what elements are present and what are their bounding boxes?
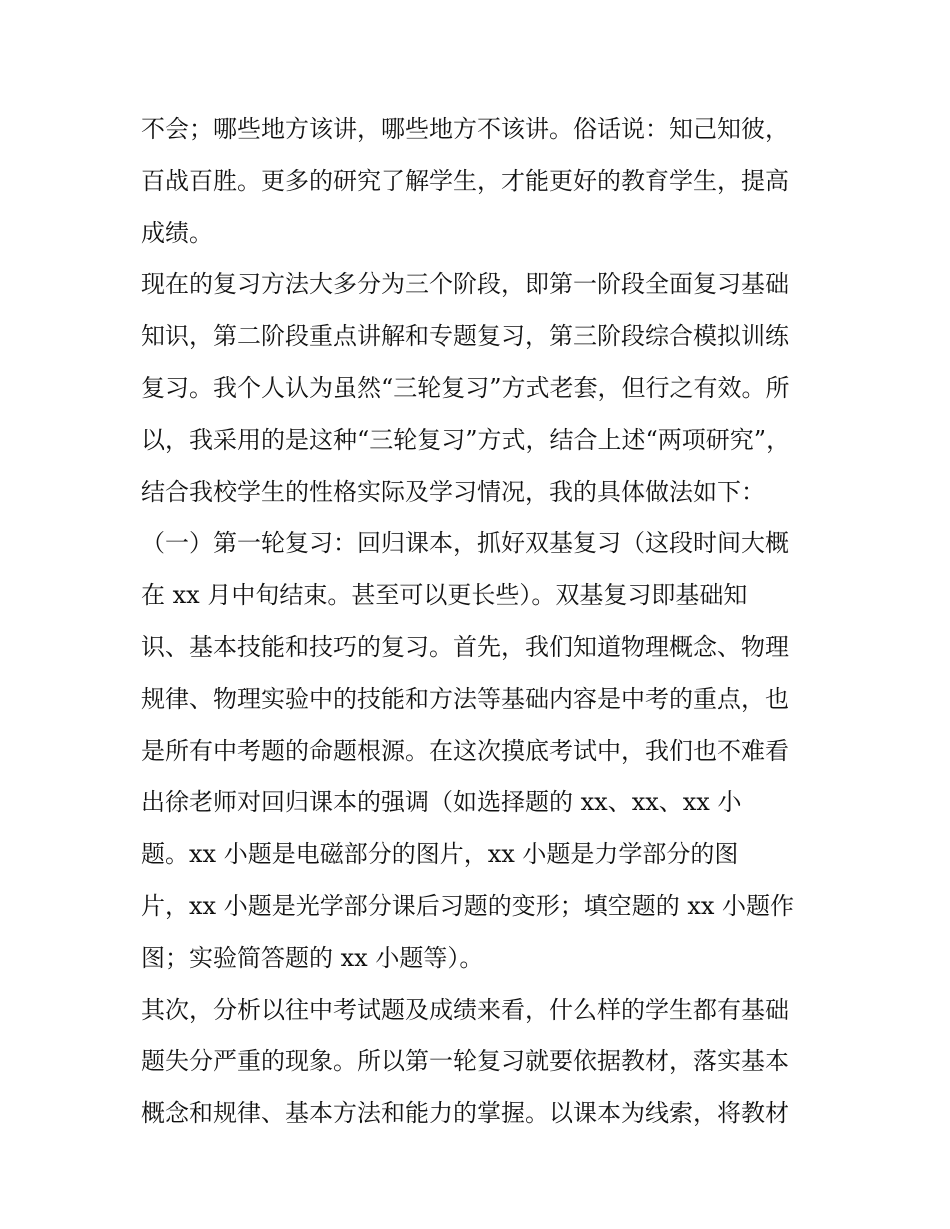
text-line: 其次，分析以往中考试题及成绩来看，什么样的学生都有基础 [141, 995, 789, 1024]
text-line: 现在的复习方法大多分为三个阶段，即第一阶段全面复习基础 [141, 270, 789, 299]
text-line: 以，我采用的是这种“三轮复习”方式，结合上述“两项研究”， [141, 425, 791, 454]
text-line: 百战百胜。更多的研究了解学生，才能更好的教育学生，提高 [141, 166, 789, 195]
text-line: 成绩。 [141, 218, 213, 247]
text-line: 图；实验简答题的 xx 小题等）。 [141, 943, 484, 972]
text-line: 片，xx 小题是光学部分课后习题的变形；填空题的 xx 小题作 [141, 891, 795, 920]
text-line: 规律、物理实验中的技能和方法等基础内容是中考的重点，也 [141, 684, 789, 713]
text-line: 知识，第二阶段重点讲解和专题复习，第三阶段综合模拟训练 [141, 322, 789, 351]
text-line: 题失分严重的现象。所以第一轮复习就要依据教材，落实基本 [141, 1047, 789, 1076]
text-line: （一）第一轮复习：回归课本，抓好双基复习（这段时间大概 [141, 529, 789, 558]
text-line: 不会；哪些地方该讲，哪些地方不该讲。俗话说：知己知彼， [141, 115, 789, 143]
text-line: 复习。我个人认为虽然“三轮复习”方式老套，但行之有效。所 [141, 373, 790, 402]
text-line: 概念和规律、基本方法和能力的掌握。以课本为线索，将教材 [141, 1099, 789, 1128]
text-line: 在 xx 月中旬结束。甚至可以更长些）。双基复习即基础知 [141, 581, 748, 610]
text-line: 出徐老师对回归课本的强调（如选择题的 xx、xx、xx 小 [141, 788, 742, 817]
text-line: 识、基本技能和技巧的复习。首先，我们知道物理概念、物理 [141, 632, 789, 661]
text-line: 题。xx 小题是电磁部分的图片，xx 小题是力学部分的图 [141, 840, 739, 869]
text-line: 结合我校学生的性格实际及学习情况，我的具体做法如下： [141, 477, 765, 506]
text-line: 是所有中考题的命题根源。在这次摸底考试中，我们也不难看 [141, 736, 789, 765]
body-text [141, 104, 821, 1140]
